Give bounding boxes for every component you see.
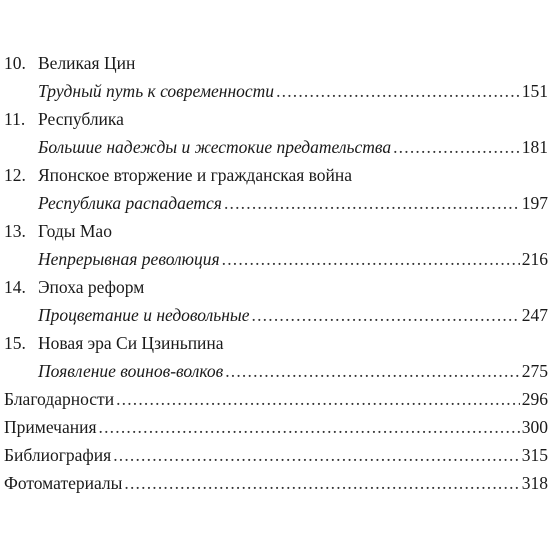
toc-chapter xyxy=(4,50,548,106)
page-number: 315 xyxy=(521,445,548,465)
chapter-title: Новая эра Си Цзиньпина xyxy=(38,333,224,353)
toc-chapter xyxy=(4,162,548,218)
page-number: 247 xyxy=(521,305,548,325)
chapter-heading xyxy=(4,106,548,134)
chapter-number: 14. xyxy=(4,277,26,297)
page-number: 216 xyxy=(521,249,548,269)
dot-leader xyxy=(225,358,520,384)
page-number: 151 xyxy=(521,81,548,101)
chapter-title: Годы Мао xyxy=(38,221,112,241)
chapter-heading xyxy=(4,274,548,302)
chapter-subtitle: Трудный путь к современности xyxy=(38,81,275,101)
chapter-subtitle: Непрерывная революция xyxy=(38,249,220,269)
dot-leader xyxy=(222,246,520,272)
entry-title: Библиография xyxy=(4,445,112,465)
chapter-heading xyxy=(4,50,548,78)
chapter-title: Японское вторжение и гражданская война xyxy=(38,165,353,185)
dot-leader xyxy=(252,302,520,328)
page-number: 300 xyxy=(521,417,548,437)
page-number: 197 xyxy=(521,193,548,213)
back-matter-entry[interactable] xyxy=(4,386,548,414)
chapter-title: Республика xyxy=(38,109,124,129)
page-number: 296 xyxy=(521,389,548,409)
dot-leader xyxy=(276,78,520,104)
page-number: 181 xyxy=(521,137,548,157)
back-matter-entry[interactable] xyxy=(4,470,548,498)
page-number: 318 xyxy=(521,473,548,493)
chapter-number: 15. xyxy=(4,333,26,353)
entry-title: Примечания xyxy=(4,417,97,437)
back-matter-entry[interactable] xyxy=(4,442,548,470)
entry-title: Фотоматериалы xyxy=(4,473,123,493)
dot-leader xyxy=(116,386,520,412)
chapter-title: Великая Цин xyxy=(38,53,136,73)
chapter-subtitle: Появление воинов-волков xyxy=(38,361,224,381)
chapter-subtitle-line[interactable] xyxy=(4,190,548,218)
chapter-subtitle-line[interactable] xyxy=(4,302,548,330)
entry-title: Благодарности xyxy=(4,389,115,409)
toc-chapter xyxy=(4,274,548,330)
chapter-number: 12. xyxy=(4,165,26,185)
chapter-number: 13. xyxy=(4,221,26,241)
back-matter-entry[interactable] xyxy=(4,414,548,442)
chapter-subtitle-line[interactable] xyxy=(4,134,548,162)
chapter-subtitle: Республика распадается xyxy=(38,193,222,213)
chapter-heading xyxy=(4,330,548,358)
toc-chapter xyxy=(4,330,548,386)
chapter-subtitle-line[interactable] xyxy=(4,246,548,274)
page-number: 275 xyxy=(521,361,548,381)
dot-leader xyxy=(224,190,520,216)
dot-leader xyxy=(99,414,520,440)
chapter-heading xyxy=(4,218,548,246)
dot-leader xyxy=(393,134,520,160)
toc-chapter xyxy=(4,218,548,274)
chapter-subtitle-line[interactable] xyxy=(4,358,548,386)
toc-chapter xyxy=(4,106,548,162)
chapter-subtitle: Большие надежды и жестокие предательства xyxy=(38,137,392,157)
chapter-subtitle-line[interactable] xyxy=(4,78,548,106)
chapter-title: Эпоха реформ xyxy=(38,277,145,297)
chapter-subtitle: Процветание и недовольные xyxy=(38,305,250,325)
dot-leader xyxy=(124,470,519,496)
chapter-heading xyxy=(4,162,548,190)
table-of-contents xyxy=(4,50,548,498)
chapter-number: 11. xyxy=(4,109,26,129)
chapter-number: 10. xyxy=(4,53,26,73)
dot-leader xyxy=(113,442,520,468)
